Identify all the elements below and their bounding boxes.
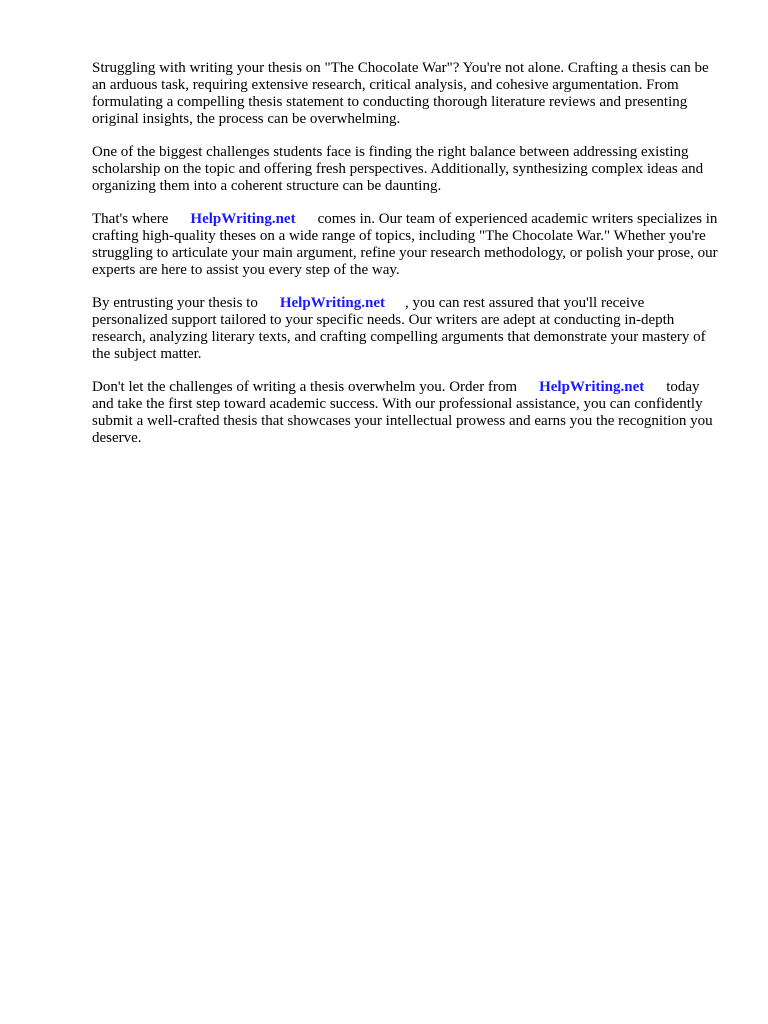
paragraph-support: [92, 295, 722, 363]
helpwriting-link[interactable]: HelpWriting.net: [190, 211, 296, 227]
paragraph-support-lead: By entrusting your thesis to: [92, 295, 258, 311]
paragraph-challenges: One of the biggest challenges students face is finding the right balance between addressing existing scholarship on the topic and offering fresh perspectives. Additionally, synthesizing complex ideas and organizing them into a coherent structure can be daunting.: [92, 144, 704, 194]
paragraph-call-to-action: [92, 379, 722, 447]
paragraph-intro: Struggling with writing your thesis on "The Chocolate War"? You're not alone. Crafting a thesis can be an arduous task, requiring extensive research, critical analysis, and cohesive argumentation. From formulating a compelling thesis statement to conducting thorough literature reviews and presenting original insights, the process can be overwhelming.: [92, 60, 709, 127]
paragraph-service: [92, 211, 722, 279]
paragraph-support-body: , you can rest assured that you'll receive personalized support tailored to your specific needs. Our writers are adept at conducting in-depth research, analyzing literary texts, and crafting compelling arguments that demonstrate your mastery of the subject matter.: [92, 295, 706, 362]
helpwriting-link[interactable]: HelpWriting.net: [279, 295, 385, 311]
document-page: [92, 60, 722, 463]
paragraph-cta-lead: Don't let the challenges of writing a thesis overwhelm you. Order from: [92, 379, 518, 395]
paragraph-cta-body: today and take the first step toward academic success. With our professional assistance, you can confidently submit a well-crafted thesis that showcases your intellectual prowess and earns you the recognition you deserve.: [92, 379, 713, 446]
paragraph-service-body: comes in. Our team of experienced academic writers specializes in crafting high-quality theses on a wide range of topics, including "The Chocolate War." Whether you're struggling to articulate your main argument, refine your research methodology, or polish your prose, our experts are here to assist you every step of the way.: [92, 211, 718, 278]
helpwriting-link[interactable]: HelpWriting.net: [539, 379, 645, 395]
paragraph-service-lead: That's where: [92, 211, 169, 227]
